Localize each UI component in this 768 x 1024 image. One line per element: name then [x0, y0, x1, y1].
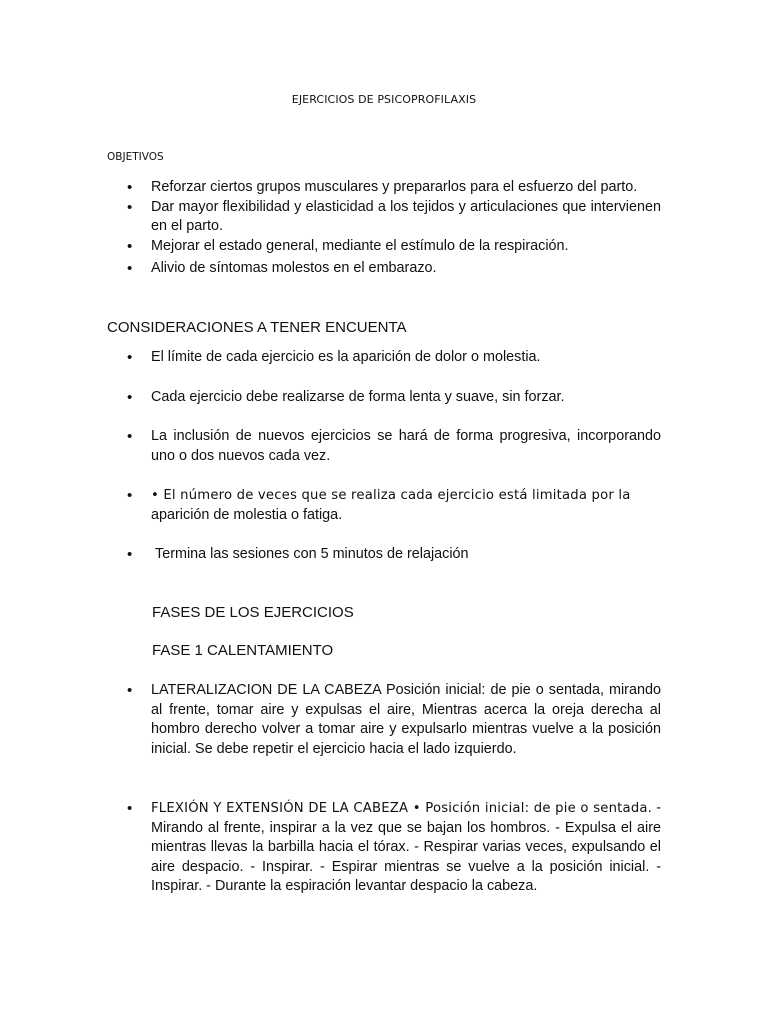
objetivos-heading: OBJETIVOS [107, 151, 164, 163]
consideracion-text-alt: • El número de veces que se realiza cada ejercicio está limitada por la [151, 488, 631, 503]
consideracion-item: • Termina las sesiones con 5 minutos de relajación [107, 545, 661, 565]
document-title: EJERCICIOS DE PSICOPROFILAXIS [291, 93, 477, 106]
objetivo-item: • Dar mayor flexibilidad y elasticidad a los tejidos y articulaciones que intervienen en el parto. [107, 198, 661, 237]
consideracion-item: • La inclusión de nuevos ejercicios se hará de forma progresiva, incorporando uno o dos nuevos cada vez. [107, 427, 661, 466]
fase1-list [107, 681, 661, 759]
exercise-item [107, 681, 661, 759]
exercise-label-2: Posición inicial: de pie o sentada. [425, 801, 653, 816]
objetivo-item: • Reforzar ciertos grupos musculares y prepararlos para el esfuerzo del parto. [107, 178, 661, 198]
fase1-list-2 [107, 799, 661, 897]
objetivo-item: • Mejorar el estado general, mediante el estímulo de la respiración. [107, 237, 661, 257]
exercise-item [107, 799, 661, 897]
exercise-text: Posición inicial: de pie o sentada, mirando al frente, tomar aire y expulsas el aire, Mientras acerca la oreja derecha al hombro derecho volver a tomar aire y expulsarlo mientras vuelve a la posición inicial. Se debe repetir el ejercicio hacia el lado izquierdo. [151, 682, 661, 757]
exercise-text: - Mirando al frente, inspirar a la vez que se bajan los hombros. - Expulsa el aire mientras llevas la barbilla hacia el tórax. - Respirar varias veces, expulsando el aire despacio. - Inspirar. - Espirar mientras se vuelve a la posición inicial. - Inspirar. - Durante la espiración levantar despacio la cabeza. [151, 800, 662, 894]
fase1-heading: FASE 1 CALENTAMIENTO [152, 642, 334, 659]
consideraciones-list [107, 348, 661, 565]
objetivos-list [107, 178, 661, 278]
consideracion-item: • Cada ejercicio debe realizarse de forma lenta y suave, sin forzar. [107, 388, 661, 408]
consideraciones-heading: CONSIDERACIONES A TENER ENCUENTA [107, 319, 407, 336]
consideracion-item: • El límite de cada ejercicio es la aparición de dolor o molestia. [107, 348, 661, 368]
fases-heading: FASES DE LOS EJERCICIOS [152, 604, 354, 621]
exercise-label: FLEXIÓN Y EXTENSIÓN DE LA CABEZA • [151, 801, 426, 816]
objetivo-item: • Alivio de síntomas molestos en el embarazo. [107, 259, 661, 279]
consideracion-text: aparición de molestia o fatiga. [151, 506, 343, 523]
consideracion-item [107, 486, 661, 525]
exercise-label: LATERALIZACION DE LA CABEZA [151, 682, 381, 698]
